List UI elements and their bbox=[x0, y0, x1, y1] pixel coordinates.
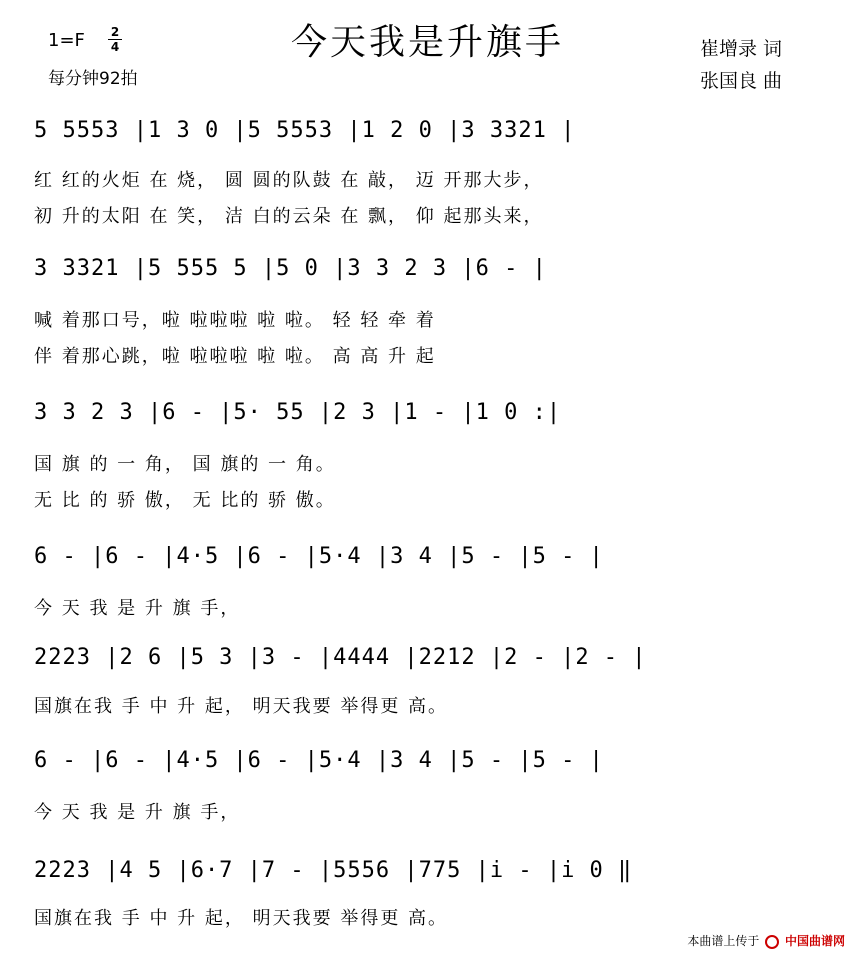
lyric-row-1b: 初 升的太阳 在 笑， 洁 白的云朵 在 飘， 仰 起那头来， bbox=[34, 206, 544, 227]
notation-row-5: 2223 |2 6 |5 3 |3 - |4444 |2212 |2 - |2 - | bbox=[34, 645, 647, 670]
time-bottom: 4 bbox=[110, 40, 120, 54]
lyric-row-6: 今 天 我 是 升 旗 手， bbox=[34, 802, 241, 823]
tempo: 每分钟92拍 bbox=[48, 69, 138, 89]
lyric-row-3a: 国 旗 的 一 角， 国 旗的 一 角。 bbox=[34, 454, 336, 475]
lyric-row-3b: 无 比 的 骄 傲， 无 比的 骄 傲。 bbox=[34, 490, 336, 511]
site-name[interactable]: 中国曲谱网 bbox=[784, 934, 845, 948]
lyric-row-1a: 红 红的火炬 在 烧， 圆 圆的队鼓 在 敲， 迈 开那大步， bbox=[34, 170, 544, 191]
time-top: 2 bbox=[110, 25, 120, 39]
song-title: 今天我是升旗手 bbox=[290, 22, 564, 63]
time-signature bbox=[108, 26, 122, 53]
notation-row-7: 2223 |4 5 |6·7 |7 - |5556 |775 |i - |i 0 ‖ bbox=[34, 858, 633, 883]
upload-credit bbox=[687, 932, 845, 949]
notation-row-2: 3 3321 |5 555 5 |5 0 |3 3 2 3 |6 - | bbox=[34, 256, 547, 281]
lyric-row-2b: 伴 着那心跳，啦 啦啦啦 啦 啦。 高 高 升 起 bbox=[34, 346, 436, 367]
lyric-row-4: 今 天 我 是 升 旗 手， bbox=[34, 598, 241, 619]
notation-row-6: 6 - |6 - |4·5 |6 - |5·4 |3 4 |5 - |5 - | bbox=[34, 748, 604, 773]
notation-row-3: 3 3 2 3 |6 - |5· 55 |2 3 |1 - |1 0 :| bbox=[34, 400, 562, 425]
composer: 张国良 曲 bbox=[700, 70, 783, 92]
lyricist: 崔增录 词 bbox=[700, 38, 783, 60]
upload-text: 本曲谱上传于 bbox=[687, 934, 760, 948]
lyric-row-7: 国旗在我 手 中 升 起， 明天我要 举得更 高。 bbox=[34, 908, 449, 929]
lyric-row-5: 国旗在我 手 中 升 起， 明天我要 举得更 高。 bbox=[34, 696, 449, 717]
key-signature: 1=F bbox=[48, 30, 85, 51]
notation-row-4: 6 - |6 - |4·5 |6 - |5·4 |3 4 |5 - |5 - | bbox=[34, 544, 604, 569]
lyric-row-2a: 喊 着那口号，啦 啦啦啦 啦 啦。 轻 轻 牵 着 bbox=[34, 310, 436, 331]
notation-row-1: 5 5553 |1 3 0 |5 5553 |1 2 0 |3 3321 | bbox=[34, 118, 576, 143]
site-logo-icon bbox=[765, 935, 779, 949]
